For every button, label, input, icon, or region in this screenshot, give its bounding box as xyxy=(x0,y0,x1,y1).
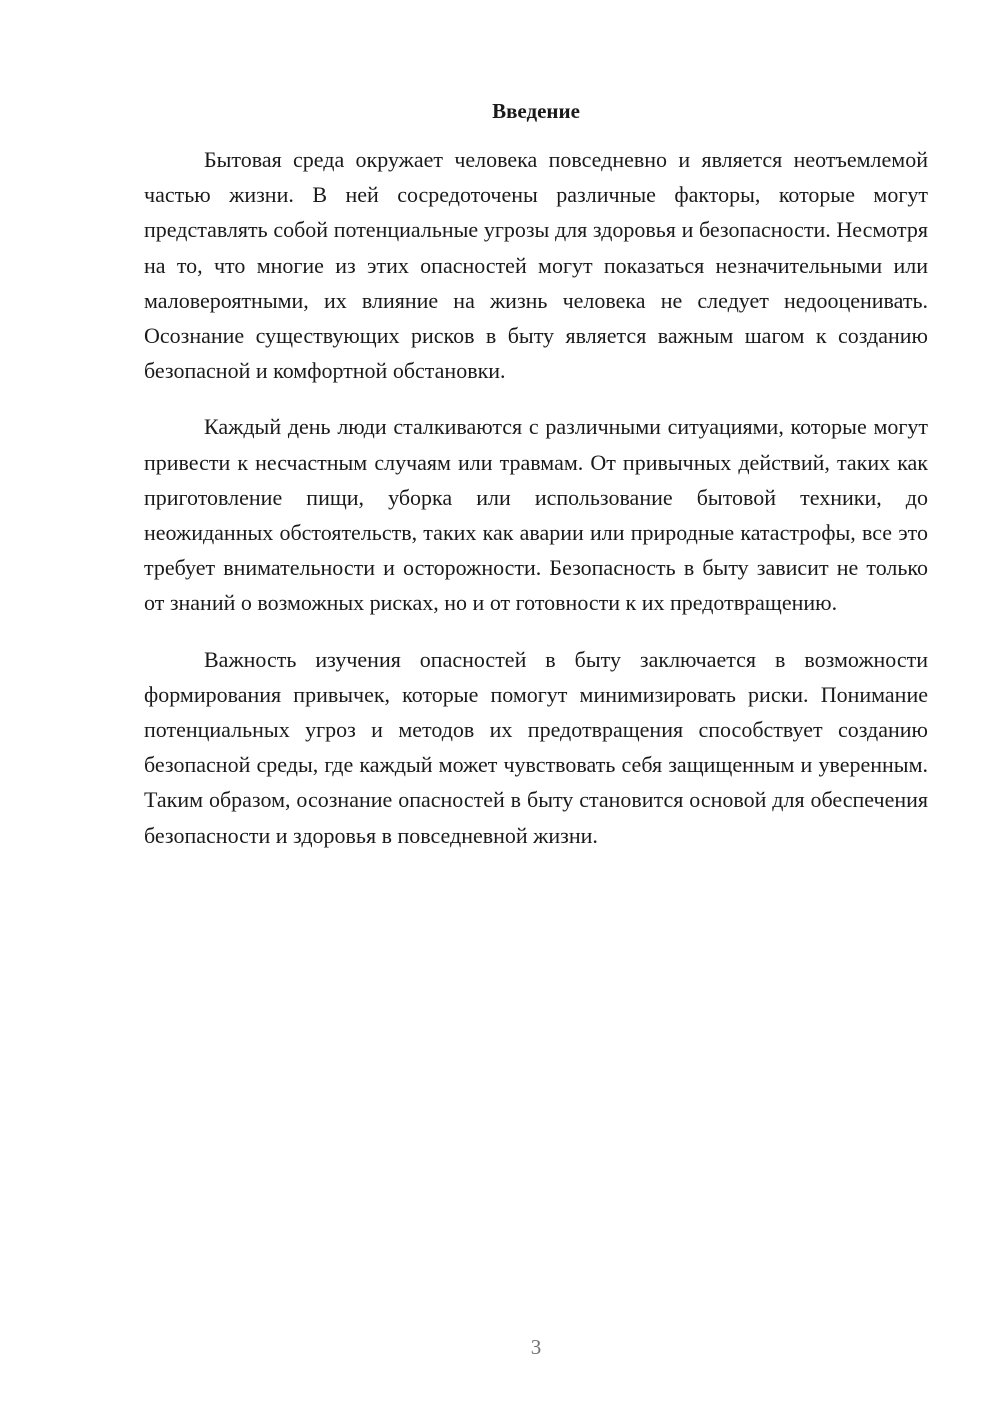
paragraph-2: Каждый день люди сталкиваются с различными ситуациями, которые могут привести к несчастным случаям или травмам. От привычных действий, таких как приготовление пищи, уборка или использование бытовой техники, до неожиданных обстоятельств, таких как аварии или природные катастрофы, все это требует внимательности и осторожности. Безопасность в быту зависит не только от знаний о возможных рисках, но и от готовности к их предотвращению. xyxy=(144,414,928,616)
paragraph-1: Бытовая среда окружает человека повседневно и является неотъемлемой частью жизни. В ней сосредоточены различные факторы, которые могут представлять собой потенциальные угрозы для здоровья и безопасности. Несмотря на то, что многие из этих опасностей могут показаться незначительными или маловероятными, их влияние на жизнь человека не следует недооценивать. Осознание существующих рисков в быту является важным шагом к созданию безопасной и комфортной обстановки. xyxy=(144,147,928,384)
section-title: Введение xyxy=(492,99,580,123)
body-text xyxy=(144,142,928,874)
paragraph-3: Важность изучения опасностей в быту заключается в возможности формирования привычек, которые помогут минимизировать риски. Понимание потенциальных угроз и методов их предотвращения способствует созданию безопасной среды, где каждый может чувствовать себя защищенным и уверенным. Таким образом, осознание опасностей в быту становится основой для обеспечения безопасности и здоровья в повседневной жизни. xyxy=(144,646,928,848)
page-number: 3 xyxy=(530,1335,542,1359)
